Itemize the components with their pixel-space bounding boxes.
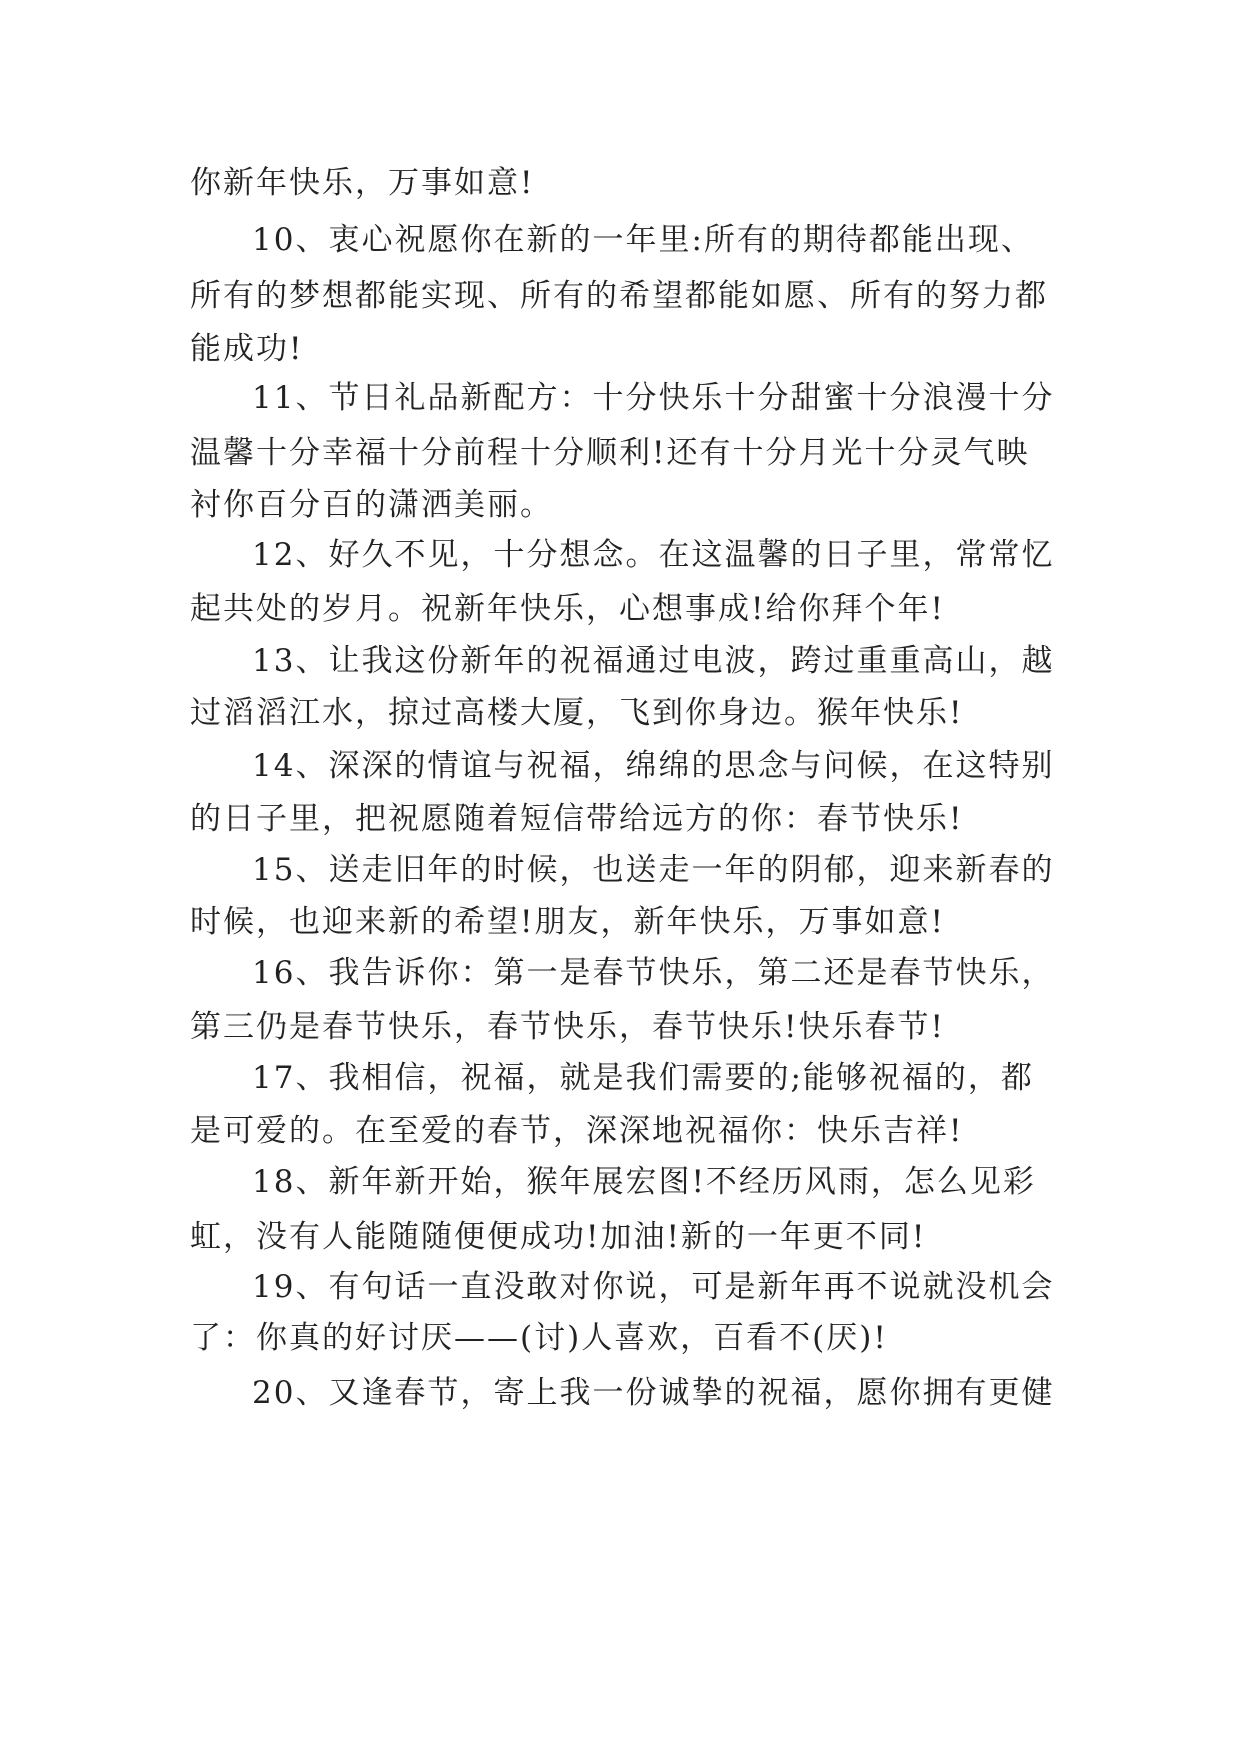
text-line-14: 15、送走旧年的时候，也送走一年的阴郁，迎来新春的 (252, 852, 1055, 888)
text-line-22: 19、有句话一直没敢对你说，可是新年再不说就没机会 (252, 1269, 1055, 1305)
text-line-16: 16、我告诉你：第一是春节快乐，第二还是春节快乐， (252, 955, 1055, 991)
text-line-6: 温馨十分幸福十分前程十分顺利!还有十分月光十分灵气映 (190, 435, 1030, 471)
text-line-10: 13、让我这份新年的祝福通过电波，跨过重重高山，越 (252, 643, 1055, 679)
text-line-18: 17、我相信，祝福，就是我们需要的;能够祝福的，都 (252, 1060, 1034, 1096)
text-line-8: 12、好久不见，十分想念。在这温馨的日子里，常常忆 (252, 537, 1055, 573)
text-line-20: 18、新年新开始，猴年展宏图!不经历风雨，怎么见彩 (252, 1164, 1036, 1200)
text-line-17: 第三仍是春节快乐，春节快乐，春节快乐!快乐春节! (190, 1009, 945, 1045)
text-line-23: 了：你真的好讨厌——(讨)人喜欢，百看不(厌)! (190, 1320, 888, 1356)
text-line-15: 时候，也迎来新的希望!朋友，新年快乐，万事如意! (190, 904, 945, 940)
text-line-4: 能成功! (190, 331, 304, 367)
text-line-2: 10、衷心祝愿你在新的一年里:所有的期待都能出现、 (252, 222, 1034, 258)
text-line-9: 起共处的岁月。祝新年快乐，心想事成!给你拜个年! (190, 591, 945, 627)
text-line-24: 20、又逢春节，寄上我一份诚挚的祝福，愿你拥有更健 (252, 1375, 1055, 1411)
text-line-5: 11、节日礼品新配方：十分快乐十分甜蜜十分浪漫十分 (252, 380, 1055, 416)
text-line-3: 所有的梦想都能实现、所有的希望都能如愿、所有的努力都 (190, 278, 1048, 314)
text-line-7: 衬你百分百的潇洒美丽。 (190, 487, 553, 523)
text-line-21: 虹，没有人能随随便便成功!加油!新的一年更不同! (190, 1219, 927, 1255)
text-line-12: 14、深深的情谊与祝福，绵绵的思念与问候，在这特别 (252, 748, 1055, 784)
text-line-1: 你新年快乐，万事如意! (190, 165, 535, 201)
text-line-19: 是可爱的。在至爱的春节，深深地祝福你：快乐吉祥! (190, 1113, 964, 1149)
text-line-11: 过滔滔江水，掠过高楼大厦，飞到你身边。猴年快乐! (190, 695, 964, 731)
text-line-13: 的日子里，把祝愿随着短信带给远方的你：春节快乐! (190, 801, 964, 837)
